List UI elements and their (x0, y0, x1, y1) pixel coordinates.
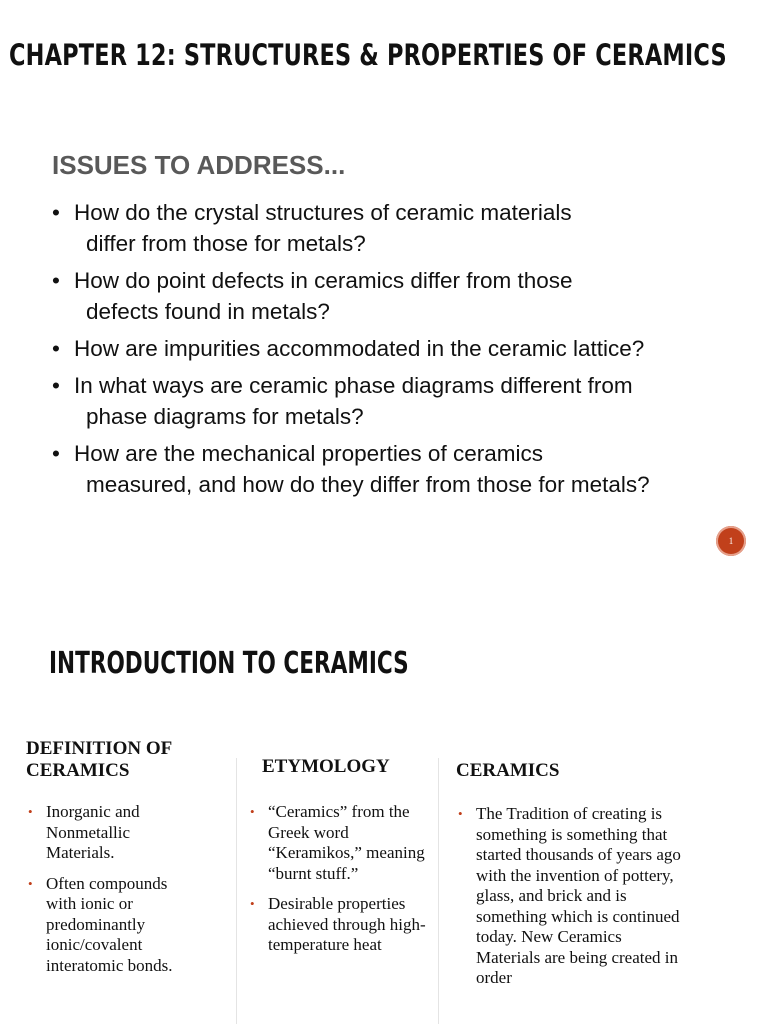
issue-line: In what ways are ceramic phase diagrams different from (74, 373, 633, 398)
issue-line-continued: defects found in metals? (86, 299, 330, 324)
column-divider (438, 758, 439, 1024)
list-item (26, 802, 196, 864)
page-number-badge (716, 526, 746, 556)
list-item (52, 265, 752, 327)
bullet-icon: • (52, 200, 60, 225)
list-item-text: “Ceramics” from the Greek word “Keramikos,” meaning “burnt stuff.” (268, 802, 425, 883)
list-item (248, 802, 428, 884)
column-heading: ETYMOLOGY (262, 756, 390, 777)
issues-heading: ISSUES TO ADDRESS... (52, 150, 346, 180)
bullet-icon: • (250, 896, 255, 911)
list-item (52, 438, 752, 500)
issue-line-continued: measured, and how do they differ from those for metals? (86, 472, 650, 497)
list-item (52, 370, 752, 432)
bullet-icon: • (28, 875, 33, 891)
column-divider (236, 758, 237, 1024)
issue-line-continued: phase diagrams for metals? (86, 404, 364, 429)
list-item-text: Desirable properties achieved through high-temperature heat (268, 894, 426, 954)
bullet-icon: • (250, 804, 255, 819)
list-item-text: Inorganic and Nonmetallic Materials. (46, 802, 140, 862)
slide-2 (0, 590, 768, 1024)
bullet-icon: • (28, 804, 33, 819)
page-number: 1 (728, 536, 734, 546)
list-item (26, 874, 196, 977)
bullet-icon: • (52, 336, 60, 361)
issues-list (52, 197, 752, 506)
issue-line: How are impurities accommodated in the ceramic lattice? (74, 336, 645, 361)
issue-line-continued: differ from those for metals? (86, 231, 366, 256)
ceramics-list (456, 804, 681, 989)
column-definition (26, 738, 226, 986)
column-ceramics (456, 760, 696, 999)
issue-line: How do the crystal structures of ceramic materials (74, 200, 572, 225)
bullet-icon: • (52, 268, 60, 293)
bullet-icon: • (52, 441, 60, 466)
list-item (248, 894, 428, 956)
list-item (52, 333, 752, 364)
list-item (456, 804, 681, 989)
issue-line: How are the mechanical properties of ceramics (74, 441, 543, 466)
list-item-text: Often compounds with ionic or predominantly ionic/covalent interatomic bonds. (46, 873, 173, 975)
intro-title: INTRODUCTION TO CERAMICS (49, 646, 409, 681)
etymology-list (248, 802, 428, 956)
definition-list (26, 802, 196, 976)
list-item (52, 197, 752, 259)
column-heading: CERAMICS (456, 760, 560, 781)
list-item-text: The Tradition of creating is something is something that started thousands of years ago with the invention of pottery, glass, and brick and is something which is continued today. New Ceramics Materials are being created in order (476, 804, 681, 987)
issue-line: How do point defects in ceramics differ from those (74, 268, 573, 293)
chapter-title: CHAPTER 12: STRUCTURES & PROPERTIES OF CERAMICS (9, 38, 727, 72)
bullet-icon: • (52, 373, 60, 398)
column-heading: DEFINITION OF CERAMICS (26, 738, 172, 781)
bullet-icon: • (458, 806, 463, 821)
column-etymology (248, 756, 433, 966)
